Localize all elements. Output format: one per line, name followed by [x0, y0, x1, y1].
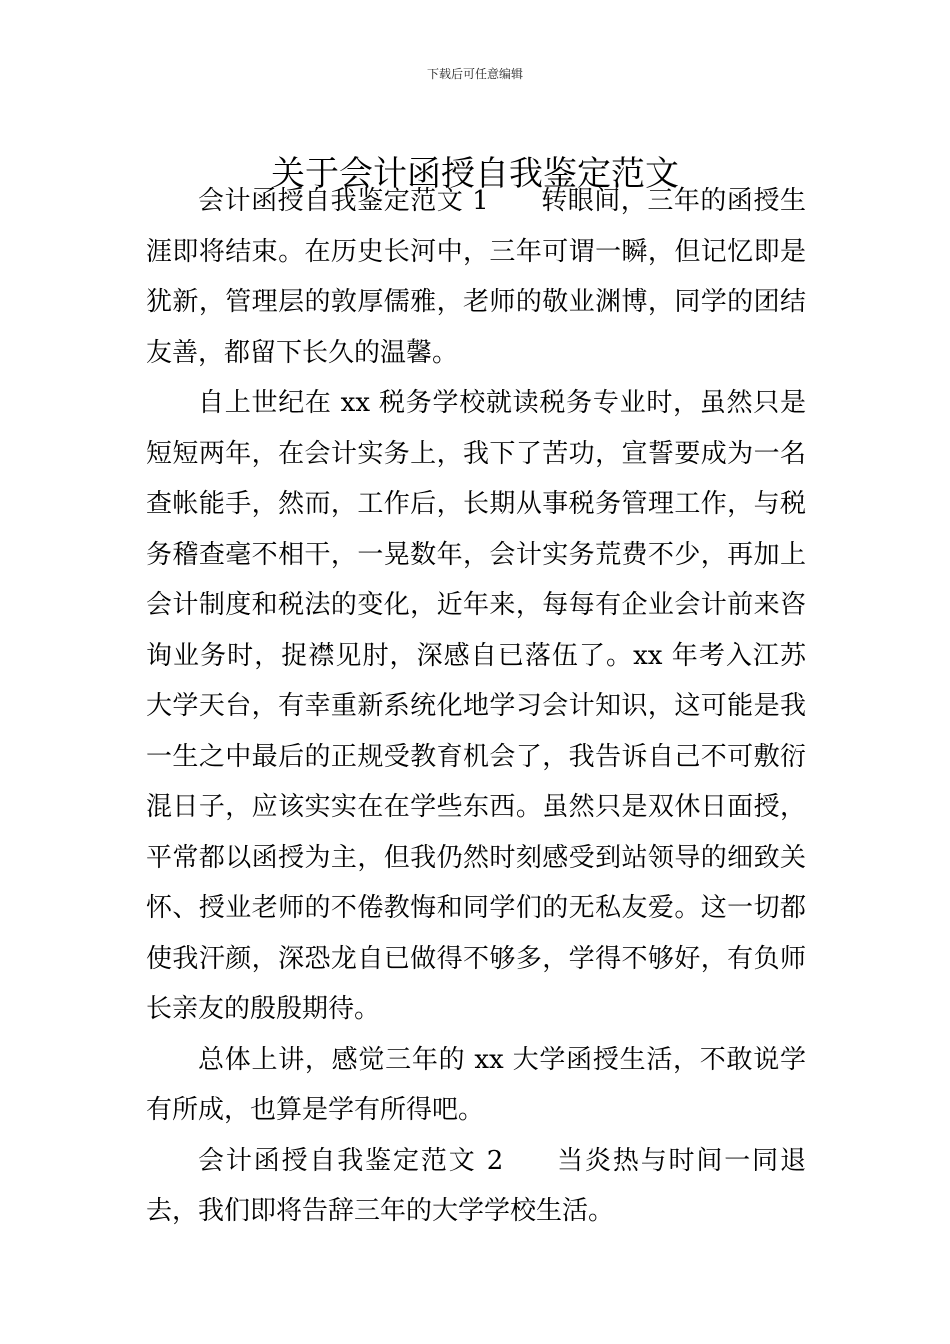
paragraph-4 — [146, 1136, 806, 1237]
paragraph-2-text: 自上世纪在 xx 税务学校就读税务专业时，虽然只是短短两年，在会计实务上，我下了苦功，宣誓要成为一名查帐能手，然而，工作后，长期从事税务管理工作，与税务稽查毫不相干，一晃数年，会计实务荒费不少，再加上会计制度和税法的变化，近年来，每每有企业会计前来咨询业务时，捉襟见肘，深感自已落伍了。xx 年考入江苏大学天台，有幸重新系统化地学习会计知识，这可能是我一生之中最后的正规受教育机会了，我告诉自己不可敷衍混日子，应该实实在在学些东西。虽然只是双休日面授，平常都以函授为主，但我仍然时刻感受到站领导的细致关怀、授业老师的不倦教悔和同学们的无私友爱。这一切都使我汗颜，深恐龙自已做得不够多，学得不够好，有负师长亲友的殷殷期待。 — [146, 388, 806, 1024]
paragraph-4-lead: 会计函授自我鉴定范文 2 — [198, 1145, 504, 1176]
header-note: 下载后可任意编辑 — [426, 67, 523, 81]
paragraph-3 — [146, 1035, 806, 1136]
paragraph-1-text: 转眼间，三年的函授生涯即将结束。在历史长河中，三年可谓一瞬，但记忆即是犹新，管理层的敦厚儒雅，老师的敬业渊博，同学的团结友善，都留下长久的温馨。 — [146, 186, 806, 368]
paragraph-3-text: 总体上讲，感觉三年的 xx 大学函授生活，不敢说学有所成，也算是学有所得吧。 — [146, 1044, 806, 1125]
paragraph-2 — [146, 378, 806, 1035]
paragraph-1 — [146, 176, 806, 378]
document-title: 关于会计函授自我鉴定范文 — [271, 153, 679, 194]
document-body — [146, 176, 806, 1237]
paragraph-1-lead: 会计函授自我鉴定范文 1 — [198, 186, 489, 216]
paragraph-4-text: 当炎热与时间一同退去，我们即将告辞三年的大学学校生活。 — [146, 1145, 806, 1226]
